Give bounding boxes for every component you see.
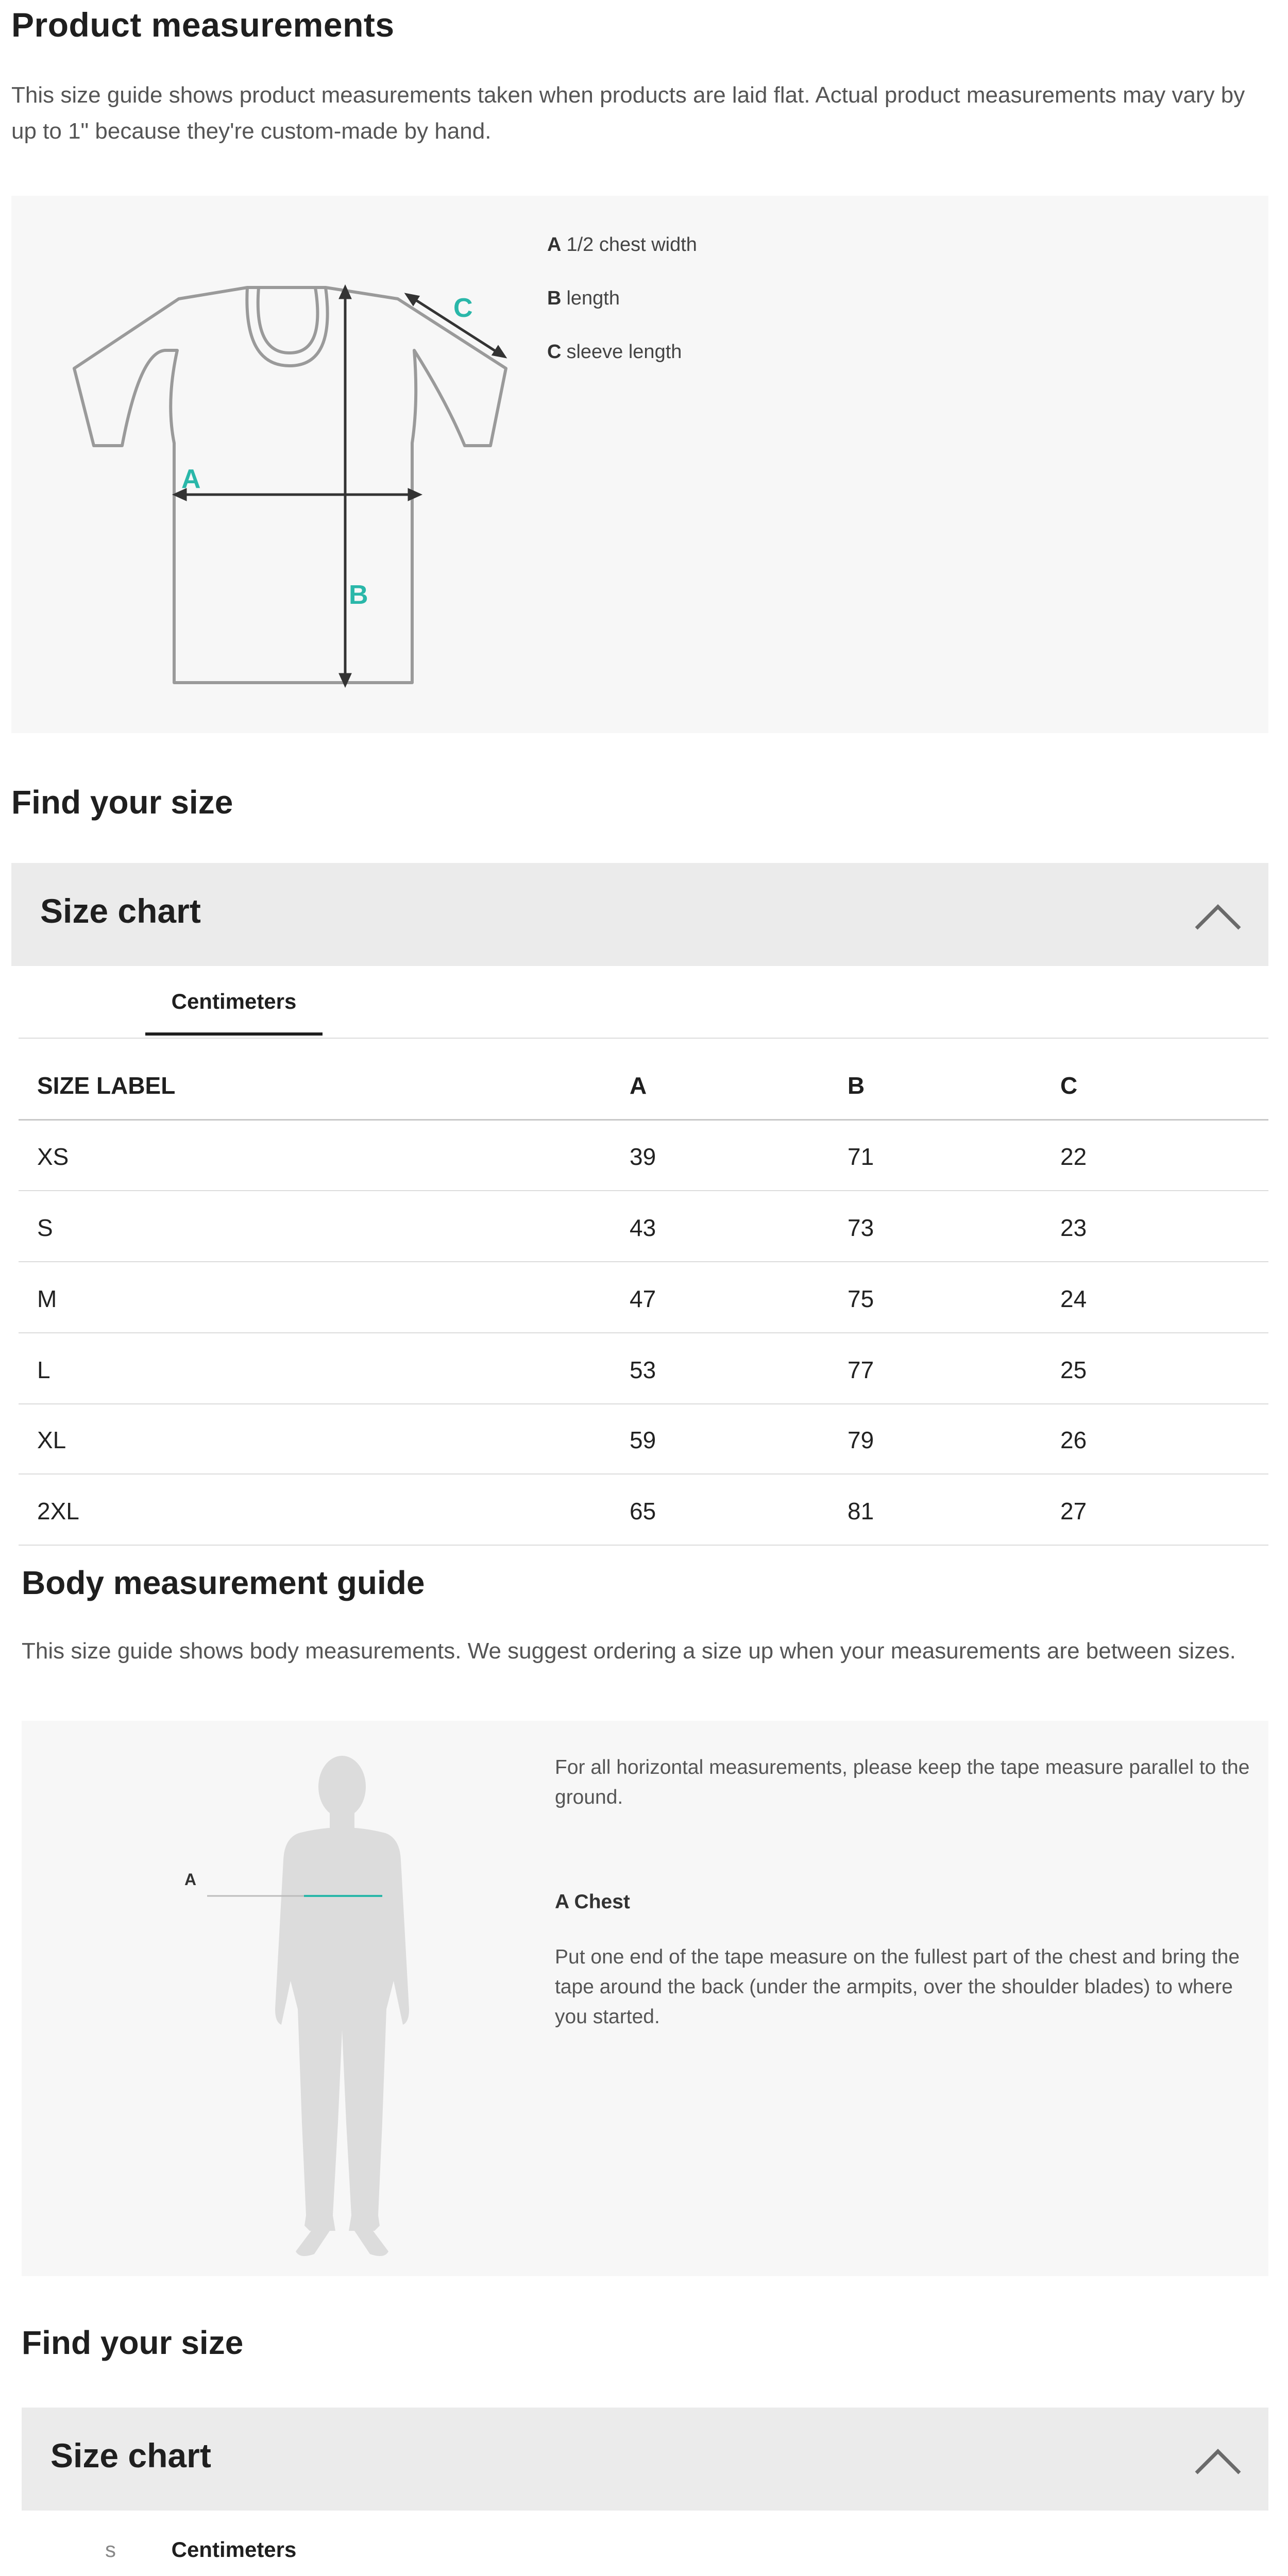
table-cell: 79: [848, 1427, 874, 1453]
accordion-title: Size chart: [50, 2436, 211, 2475]
column-header: B: [848, 1072, 865, 1099]
body-guide-title: Body measurement guide: [22, 1564, 425, 1601]
column-header: SIZE LABEL: [37, 1072, 176, 1099]
page-title: Product measurements: [11, 6, 395, 44]
size-chart-accordion[interactable]: [11, 863, 1268, 966]
body-label-a: A: [184, 1870, 197, 1889]
table-cell: 22: [1060, 1143, 1087, 1170]
row-divider: [19, 1190, 1268, 1191]
body-guide-intro: This size guide shows body measurements. We suggest ordering a size up when your measurements are between sizes.: [22, 1638, 1236, 1664]
row-divider: [19, 1332, 1268, 1333]
legend-key: C: [547, 341, 562, 363]
horizontal-note: For all horizontal measurements, please keep the tape measure parallel to the ground.: [555, 1756, 1250, 1808]
column-header: C: [1060, 1072, 1078, 1099]
table-cell: 23: [1060, 1214, 1087, 1241]
header-divider: [19, 1119, 1268, 1121]
table-cell: 2XL: [37, 1498, 79, 1524]
find-size-heading-2: Find your size: [22, 2324, 244, 2361]
table-cell: XL: [37, 1427, 66, 1453]
table-cell: 81: [848, 1498, 874, 1524]
table-cell: 65: [630, 1498, 656, 1524]
table-cell: L: [37, 1357, 50, 1383]
table-cell: 43: [630, 1214, 656, 1241]
row-divider: [19, 1473, 1268, 1475]
table-cell: XS: [37, 1143, 69, 1170]
table-cell: 27: [1060, 1498, 1087, 1524]
legend-item-a: [547, 234, 697, 256]
legend-text: length: [566, 287, 620, 309]
chevron-up-icon[interactable]: [1193, 2436, 1243, 2485]
table-cell: 71: [848, 1143, 874, 1170]
tshirt-diagram: [11, 196, 537, 733]
chest-instructions: Put one end of the tape measure on the fullest part of the chest and bring the tape around the back (under the armpits, over the shoulder blades) to where you started.: [555, 1946, 1240, 2028]
accordion-title: Size chart: [40, 892, 201, 930]
table-cell: 25: [1060, 1357, 1087, 1383]
table-cell: 75: [848, 1285, 874, 1312]
row-divider: [19, 1545, 1268, 1546]
body-figure: [176, 1721, 568, 2276]
table-cell: S: [37, 1214, 53, 1241]
legend-item-b: [547, 287, 620, 310]
find-size-heading: Find your size: [11, 784, 233, 821]
row-divider: [19, 1261, 1268, 1262]
column-header: A: [630, 1072, 647, 1099]
legend-text: sleeve length: [566, 341, 682, 363]
table-cell: 73: [848, 1214, 874, 1241]
row-divider: [19, 1403, 1268, 1404]
tab-centimeters[interactable]: Centimeters: [145, 989, 323, 1036]
table-cell: M: [37, 1285, 57, 1312]
legend-item-c: [547, 341, 682, 363]
table-cell: 53: [630, 1357, 656, 1383]
diagram-label-b: B: [349, 580, 368, 610]
size-chart-accordion-2[interactable]: [22, 2408, 1268, 2511]
legend-text: 1/2 chest width: [566, 234, 697, 256]
table-cell: 47: [630, 1285, 656, 1312]
chevron-up-icon[interactable]: [1193, 891, 1243, 941]
tab-divider: [19, 1038, 1268, 1039]
table-cell: 24: [1060, 1285, 1087, 1312]
tab-stub[interactable]: s: [105, 2537, 116, 2562]
tshirt-diagram-panel: [11, 196, 1268, 733]
table-cell: 59: [630, 1427, 656, 1453]
chest-heading: A Chest: [555, 1891, 630, 1913]
product-measurements-intro: This size guide shows product measurements taken when products are laid flat. Actual product measurements may vary by up to 1" because they're custom-made by hand.: [11, 82, 1245, 144]
body-diagram-panel: [22, 1721, 1268, 2276]
table-cell: 39: [630, 1143, 656, 1170]
table-cell: 26: [1060, 1427, 1087, 1453]
diagram-label-a: A: [181, 464, 201, 494]
diagram-label-c: C: [453, 293, 473, 323]
legend-key: B: [547, 287, 562, 309]
legend-key: A: [547, 234, 562, 256]
tab-centimeters-2[interactable]: Centimeters: [145, 2537, 323, 2576]
table-cell: 77: [848, 1357, 874, 1383]
